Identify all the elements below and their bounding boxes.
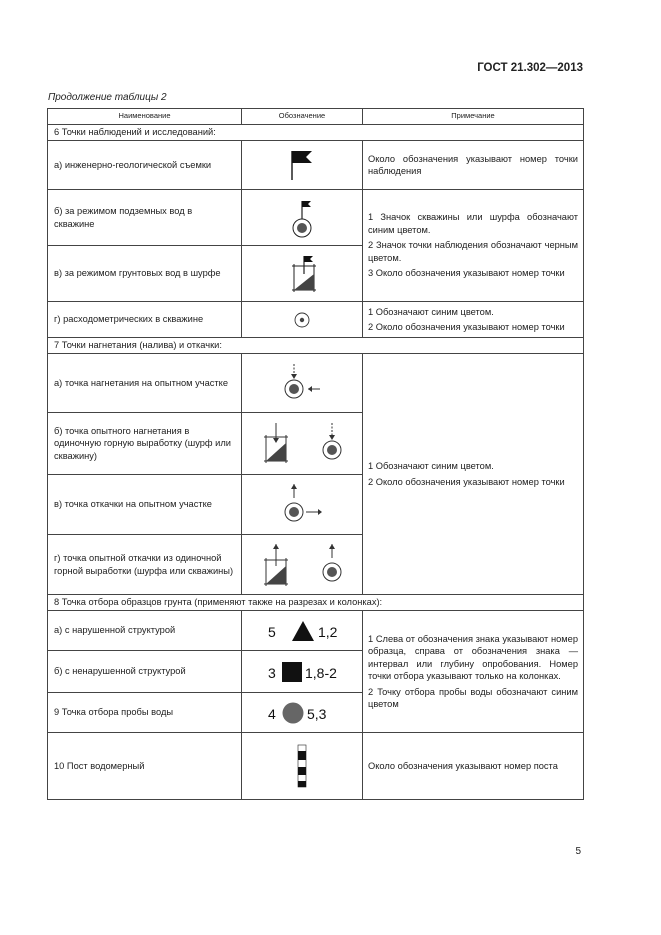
pit-observation-icon xyxy=(280,252,324,296)
symbol-cell xyxy=(242,354,363,413)
svg-text:5: 5 xyxy=(268,623,276,640)
table-row xyxy=(48,302,584,338)
note-cell: 1 Обозначают синим цветом. 2 Около обозначения указывают номер точки xyxy=(363,354,584,595)
well-observation-icon xyxy=(282,197,322,239)
row-name: 10 Пост водомерный xyxy=(48,733,242,800)
note-cell: 1 Значок скважины или шурфа обозначают синим цветом. 2 Значок точки наблюдения обозначают черным цветом. 3 Около обозначения указывают номер точки xyxy=(363,190,584,302)
row-name: б) за режимом подземных вод в скважине xyxy=(48,190,242,246)
injection-single-excavation-icon xyxy=(252,419,352,469)
pumping-single-excavation-icon xyxy=(252,540,352,590)
flowmeter-well-icon xyxy=(287,308,317,332)
pumping-point-icon xyxy=(274,480,330,530)
symbol-cell xyxy=(242,190,363,246)
row-name: б) с ненарушенной структурой xyxy=(48,651,242,693)
svg-text:1,2: 1,2 xyxy=(318,623,338,640)
page-number: 5 xyxy=(575,846,581,857)
table-row xyxy=(48,354,584,413)
svg-text:4: 4 xyxy=(268,705,276,722)
row-name: г) расходометрических в скважине xyxy=(48,302,242,338)
col-header-name: Наименование xyxy=(48,109,242,125)
table-row xyxy=(48,141,584,190)
row-name: а) с нарушенной структурой xyxy=(48,611,242,651)
symbol-cell xyxy=(242,302,363,338)
symbol-cell xyxy=(242,141,363,190)
section-title: 7 Точки нагнетания (налива) и откачки: xyxy=(48,338,584,354)
document-code: ГОСТ 21.302—2013 xyxy=(477,62,583,74)
row-name: в) точка откачки на опытном участке xyxy=(48,475,242,535)
row-name: б) точка опытного нагнетания в одиночную горную выработку (шурф или скважину) xyxy=(48,413,242,475)
flag-icon xyxy=(282,145,322,185)
section-row xyxy=(48,595,584,611)
col-header-note: Примечание xyxy=(363,109,584,125)
note-cell: 1 Слева от обозначения знака указывают номер образца, справа от обозначения знака — интервал или глубину опробования. Номер точки отбора указывают только на колонках. 2 Точку отбора пробы воды обозначают синим цветом xyxy=(363,611,584,733)
svg-text:5,3: 5,3 xyxy=(307,705,327,722)
section-title: 8 Точка отбора образцов грунта (применяют также на разрезах и колонках): xyxy=(48,595,584,611)
section-title: 6 Точки наблюдений и исследований: xyxy=(48,125,584,141)
section-row xyxy=(48,338,584,354)
symbol-cell xyxy=(242,611,363,651)
symbol-cell xyxy=(242,651,363,693)
row-name: г) точка опытной откачки из одиночной горной выработки (шурфа или скважины) xyxy=(48,535,242,595)
note-cell: Около обозначения указывают номер поста xyxy=(363,733,584,800)
row-name: в) за режимом грунтовых вод в шурфе xyxy=(48,246,242,302)
symbol-cell xyxy=(242,535,363,595)
symbol-cell xyxy=(242,693,363,733)
water-gauge-icon xyxy=(292,741,312,791)
table-row xyxy=(48,190,584,246)
symbol-cell xyxy=(242,733,363,800)
undisturbed-sample-icon xyxy=(252,657,352,687)
symbol-cell xyxy=(242,246,363,302)
row-name: а) точка нагнетания на опытном участке xyxy=(48,354,242,413)
note-cell: 1 Обозначают синим цветом. 2 Около обозначения указывают номер точки xyxy=(363,302,584,338)
symbols-table xyxy=(47,108,584,800)
symbol-cell xyxy=(242,413,363,475)
row-name: 9 Точка отбора пробы воды xyxy=(48,693,242,733)
table-row xyxy=(48,611,584,651)
col-header-symbol: Обозначение xyxy=(242,109,363,125)
section-row xyxy=(48,125,584,141)
injection-point-icon xyxy=(274,360,330,406)
note-cell: Около обозначения указывают номер точки наблюдения xyxy=(363,141,584,190)
row-name: а) инженерно-геологической съемки xyxy=(48,141,242,190)
table-header-row xyxy=(48,109,584,125)
disturbed-sample-icon xyxy=(252,616,352,646)
table-row xyxy=(48,733,584,800)
table-caption: Продолжение таблицы 2 xyxy=(48,92,167,103)
svg-text:3: 3 xyxy=(268,664,276,681)
svg-text:1,8-2: 1,8-2 xyxy=(305,664,337,681)
symbol-cell xyxy=(242,475,363,535)
water-sample-icon xyxy=(252,698,352,728)
